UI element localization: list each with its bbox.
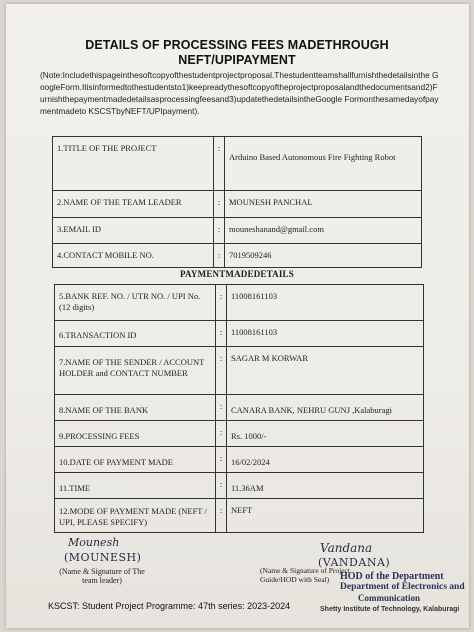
leader-signature-caption: (Name & Signature of The team leader) (59, 567, 145, 585)
seal-line: Department of Electronics and (340, 582, 465, 592)
row-colon: : (216, 473, 227, 499)
guide-signature: Vandana (320, 541, 373, 555)
seal-line: HOD of the Department (340, 571, 444, 582)
row-value: MOUNESH PANCHAL (225, 191, 422, 218)
row-colon: : (216, 395, 227, 421)
guide-signature-caption: (Name & Signature of Project Guide/HOD with Seal) (260, 566, 350, 584)
row-colon: : (214, 137, 225, 191)
payment-details-table (54, 284, 424, 533)
row-label: 7.NAME OF THE SENDER / ACCOUNT HOLDER and CONTACT NUMBER (55, 347, 216, 395)
page-footer: KSCST: Student Project Programme: 47th series: 2023-2024 (48, 601, 291, 611)
table-row (55, 421, 424, 447)
guide-handwritten-name: (VANDANA) (318, 556, 391, 569)
seal-line: Shetty Institute of Technology, Kalaburagi (320, 606, 460, 613)
row-value: 7019509246 (225, 244, 422, 268)
table-row (55, 447, 424, 473)
table-row (53, 244, 422, 268)
row-colon: : (216, 347, 227, 395)
table-row (55, 395, 424, 421)
row-colon: : (216, 285, 227, 321)
row-value: SAGAR M KORWAR (227, 347, 424, 395)
seal-line: Communication (358, 593, 421, 603)
instruction-note: (Note:Includethispageinthesoftcopyofthestudentprojectproposal.Thestudentteamshallfurnishthedetailsinthe GoogleForm.Itisinformedtothestudentsto1)keepreadythesoftcopyoftheprojectproposalandthedocumentsand2)Furnishthepaymentmadedetailsasprocessingfeesand3)updatethedetailsintheGoogle Formonthesamedayofpaymentmadeto KSCSTbyNEFT/UPIpayment). (40, 70, 439, 116)
table-row (53, 137, 422, 191)
row-label: 5.BANK REF. NO. / UTR NO. / UPI No. (12 digits) (55, 285, 216, 321)
row-value: 11008161103 (227, 321, 424, 347)
row-value: 16/02/2024 (227, 447, 424, 473)
project-details-table (52, 136, 422, 268)
table-row (53, 191, 422, 218)
row-value: NEFT (227, 499, 424, 533)
document-title-line2: NEFT/UPIPAYMENT (178, 53, 296, 67)
row-colon: : (214, 191, 225, 218)
payment-section-heading: PAYMENTMADEDETAILS (180, 269, 294, 279)
row-value: Rs. 1000/- (227, 421, 424, 447)
leader-handwritten-name: (MOUNESH) (64, 551, 142, 564)
table-row (55, 473, 424, 499)
row-label: 6.TRANSACTION ID (55, 321, 216, 347)
row-colon: : (216, 421, 227, 447)
table-row (55, 285, 424, 321)
row-label: 1.TITLE OF THE PROJECT (53, 137, 214, 191)
row-label: 3.EMAIL ID (53, 218, 214, 244)
row-colon: : (216, 499, 227, 533)
row-label: 10.DATE OF PAYMENT MADE (55, 447, 216, 473)
document-title-line1: DETAILS OF PROCESSING FEES MADETHROUGH (85, 38, 389, 52)
row-colon: : (214, 218, 225, 244)
row-colon: : (216, 447, 227, 473)
row-colon: : (216, 321, 227, 347)
department-seal (320, 571, 465, 615)
row-value: CANARA BANK, NEHRU GUNJ ,Kalaburagi (227, 395, 424, 421)
table-row (55, 499, 424, 533)
row-label: 2.NAME OF THE TEAM LEADER (53, 191, 214, 218)
row-value: 11.36AM (227, 473, 424, 499)
row-value: 11008161103 (227, 285, 424, 321)
row-label: 4.CONTACT MOBILE NO. (53, 244, 214, 268)
leader-signature: Mounesh (68, 536, 120, 549)
row-label: 8.NAME OF THE BANK (55, 395, 216, 421)
row-colon: : (214, 244, 225, 268)
table-row (55, 321, 424, 347)
table-row (53, 218, 422, 244)
row-label: 12.MODE OF PAYMENT MADE (NEFT / UPI, PLEASE SPECIFY) (55, 499, 216, 533)
row-value: mouneshanand@gmail.com (225, 218, 422, 244)
row-value: Arduino Based Autonomous Fire Fighting Robot (225, 137, 422, 191)
row-label: 9.PROCESSING FEES (55, 421, 216, 447)
table-row (55, 347, 424, 395)
row-label: 11.TIME (55, 473, 216, 499)
